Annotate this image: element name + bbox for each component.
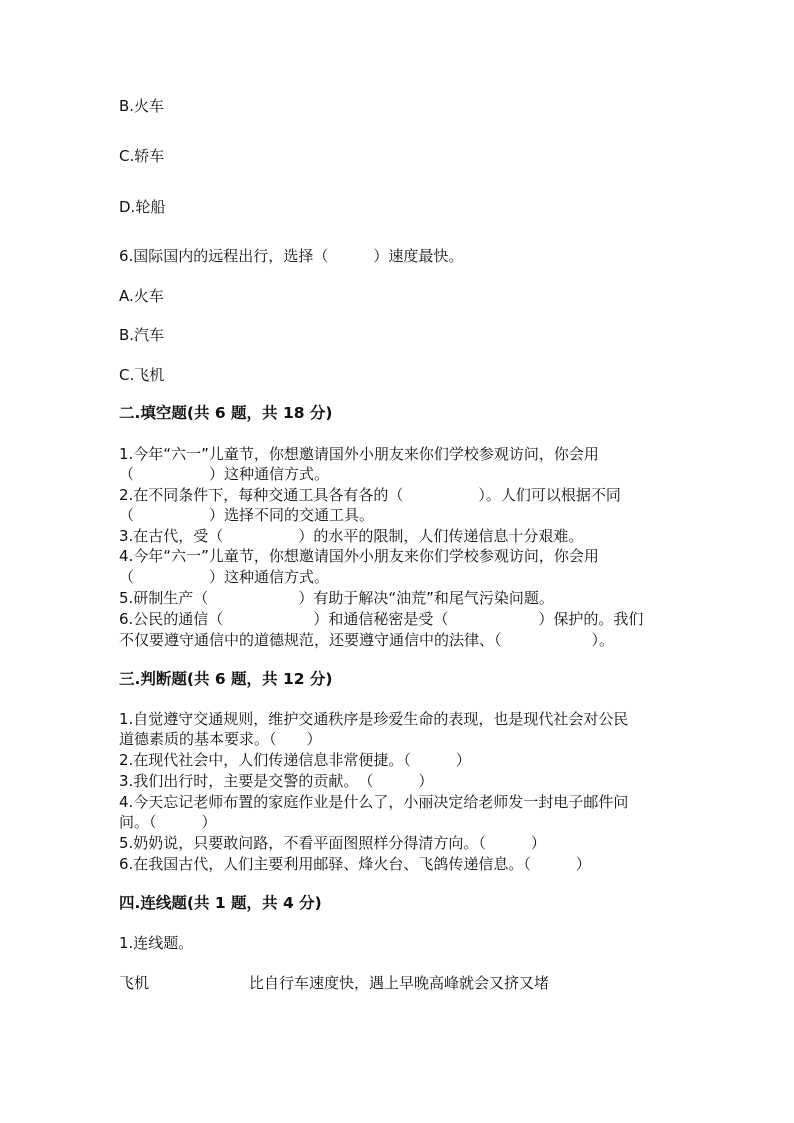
question-6-stem: 6.国际国内的远程出行，选择（ ）速度最快。	[119, 247, 464, 265]
option-d-ship: D.轮船	[119, 198, 166, 216]
fill-line: （ ）选择不同的交通工具。	[119, 506, 375, 524]
fill-line: 1.今年“六一”儿童节，你想邀请国外小朋友来你们学校参观访问，你会用	[119, 445, 599, 463]
q6-option-a: A.火车	[119, 287, 164, 305]
judge-line: 6.在我国古代，人们主要利用邮驿、烽火台、飞鸽传递信息。（ ）	[119, 855, 591, 873]
judge-line: 4.今天忘记老师布置的家庭作业是什么了，小丽决定给老师发一封电子邮件问	[119, 793, 629, 811]
matching-left-item: 飞机	[119, 974, 150, 992]
judge-line: 道德素质的基本要求。（ ）	[119, 730, 322, 748]
option-c-car: C.轿车	[119, 147, 165, 165]
fill-line: 5.研制生产（ ）有助于解决“油荒”和尾气污染问题。	[119, 589, 554, 607]
fill-line: 6.公民的通信（ ）和通信秘密是受（ ）保护的。我们	[119, 610, 644, 628]
judge-line: 1.自觉遵守交通规则，维护交通秩序是珍爱生命的表现，也是现代社会对公民	[119, 710, 629, 728]
judge-line: 问。（ ）	[119, 813, 217, 831]
fill-line: 3.在古代，受（ ）的水平的限制，人们传递信息十分艰难。	[119, 527, 584, 545]
fill-line: 2.在不同条件下，每种交通工具各有各的（ ）。人们可以根据不同	[119, 486, 621, 504]
section-3-title: 三.判断题(共 6 题，共 12 分)	[119, 670, 333, 688]
matching-right-item: 比自行车速度快，遇上早晚高峰就会又挤又堵	[249, 974, 550, 992]
q6-option-b: B.汽车	[119, 326, 165, 344]
judge-line: 5.奶奶说，只要敢问路，不看平面图照样分得清方向。（ ）	[119, 834, 546, 852]
fill-line: （ ）这种通信方式。	[119, 465, 330, 483]
fill-line: 4.今年“六一”儿童节，你想邀请国外小朋友来你们学校参观访问，你会用	[119, 547, 599, 565]
judge-line: 2.在现代社会中，人们传递信息非常便捷。（ ）	[119, 751, 471, 769]
option-b-train: B.火车	[119, 97, 165, 115]
section-4-title: 四.连线题(共 1 题，共 4 分)	[119, 894, 322, 912]
q6-option-c: C.飞机	[119, 366, 165, 384]
fill-line: 不仅要遵守通信中的道德规范，还要遵守通信中的法律、（ ）。	[119, 631, 615, 649]
section-2-title: 二.填空题(共 6 题，共 18 分)	[119, 404, 333, 422]
matching-question: 1.连线题。	[119, 934, 194, 952]
judge-line: 3.我们出行时，主要是交警的贡献。 （ ）	[119, 772, 434, 790]
fill-line: （ ）这种通信方式。	[119, 568, 330, 586]
